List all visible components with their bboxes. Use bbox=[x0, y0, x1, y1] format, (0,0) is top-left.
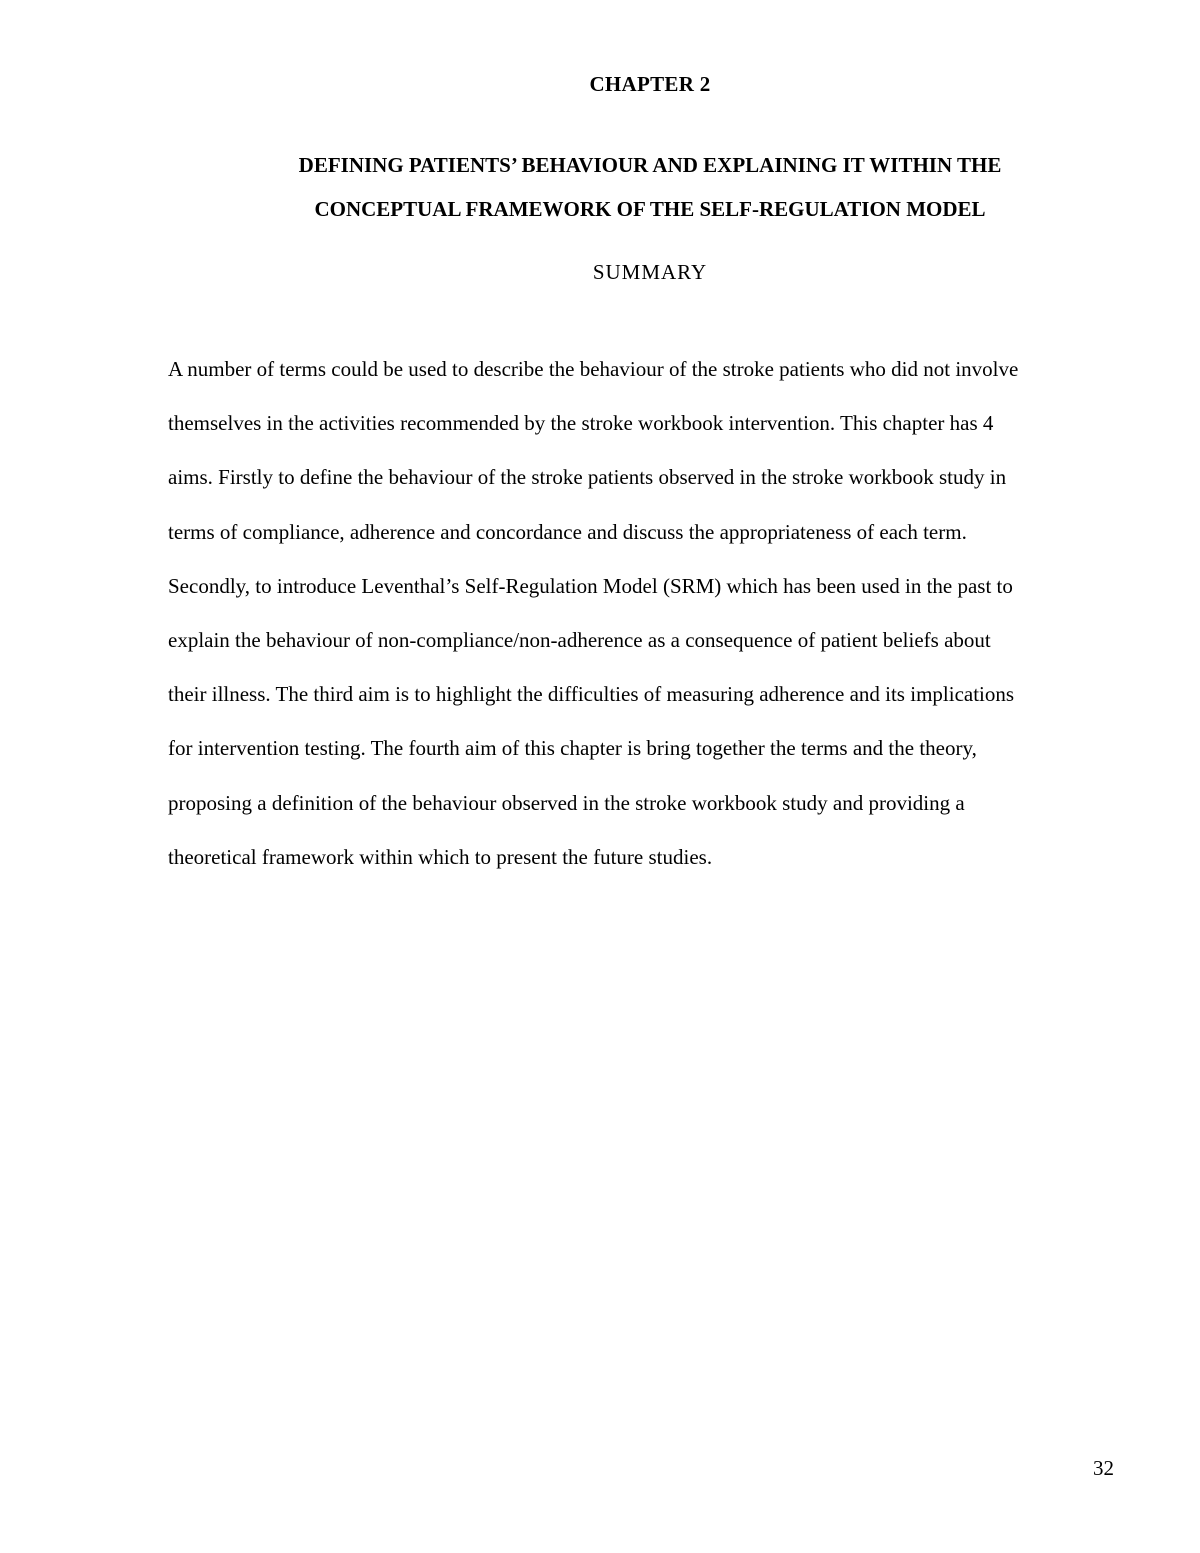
chapter-title bbox=[220, 143, 1080, 231]
paragraph-line: A number of terms could be used to describe the behaviour of the stroke patients who did not involve bbox=[168, 357, 1019, 381]
paragraph-line: proposing a definition of the behaviour observed in the stroke workbook study and providing a bbox=[168, 790, 965, 815]
chapter-label: CHAPTER 2 bbox=[589, 72, 711, 96]
summary-paragraph bbox=[168, 342, 1128, 884]
page-number: 32 bbox=[1093, 1456, 1114, 1480]
paragraph-line: terms of compliance, adherence and concordance and discuss the appropriateness of each term. bbox=[168, 519, 967, 544]
paragraph-line: explain the behaviour of non-compliance/non-adherence as a consequence of patient beliefs about bbox=[168, 628, 991, 653]
paragraph-line: for intervention testing. The fourth aim of this chapter is bring together the terms and the theory, bbox=[168, 736, 977, 761]
paragraph-line: aims. Firstly to define the behaviour of the stroke patients observed in the stroke workbook study in bbox=[168, 465, 1007, 490]
chapter-title-line: DEFINING PATIENTS’ BEHAVIOUR AND EXPLAINING IT WITHIN THE bbox=[298, 153, 1002, 177]
summary-heading: SUMMARY bbox=[592, 260, 708, 284]
paragraph-line: theoretical framework within which to present the future studies. bbox=[168, 844, 713, 869]
paragraph-line: Secondly, to introduce Leventhal’s Self-Regulation Model (SRM) which has been used in the past to bbox=[168, 573, 1013, 598]
chapter-title-line: CONCEPTUAL FRAMEWORK OF THE SELF-REGULATION MODEL bbox=[314, 197, 986, 221]
paragraph-line: their illness. The third aim is to highlight the difficulties of measuring adherence and its implications bbox=[168, 682, 1015, 707]
paragraph-line: themselves in the activities recommended by the stroke workbook intervention. This chapter has 4 bbox=[168, 411, 994, 436]
